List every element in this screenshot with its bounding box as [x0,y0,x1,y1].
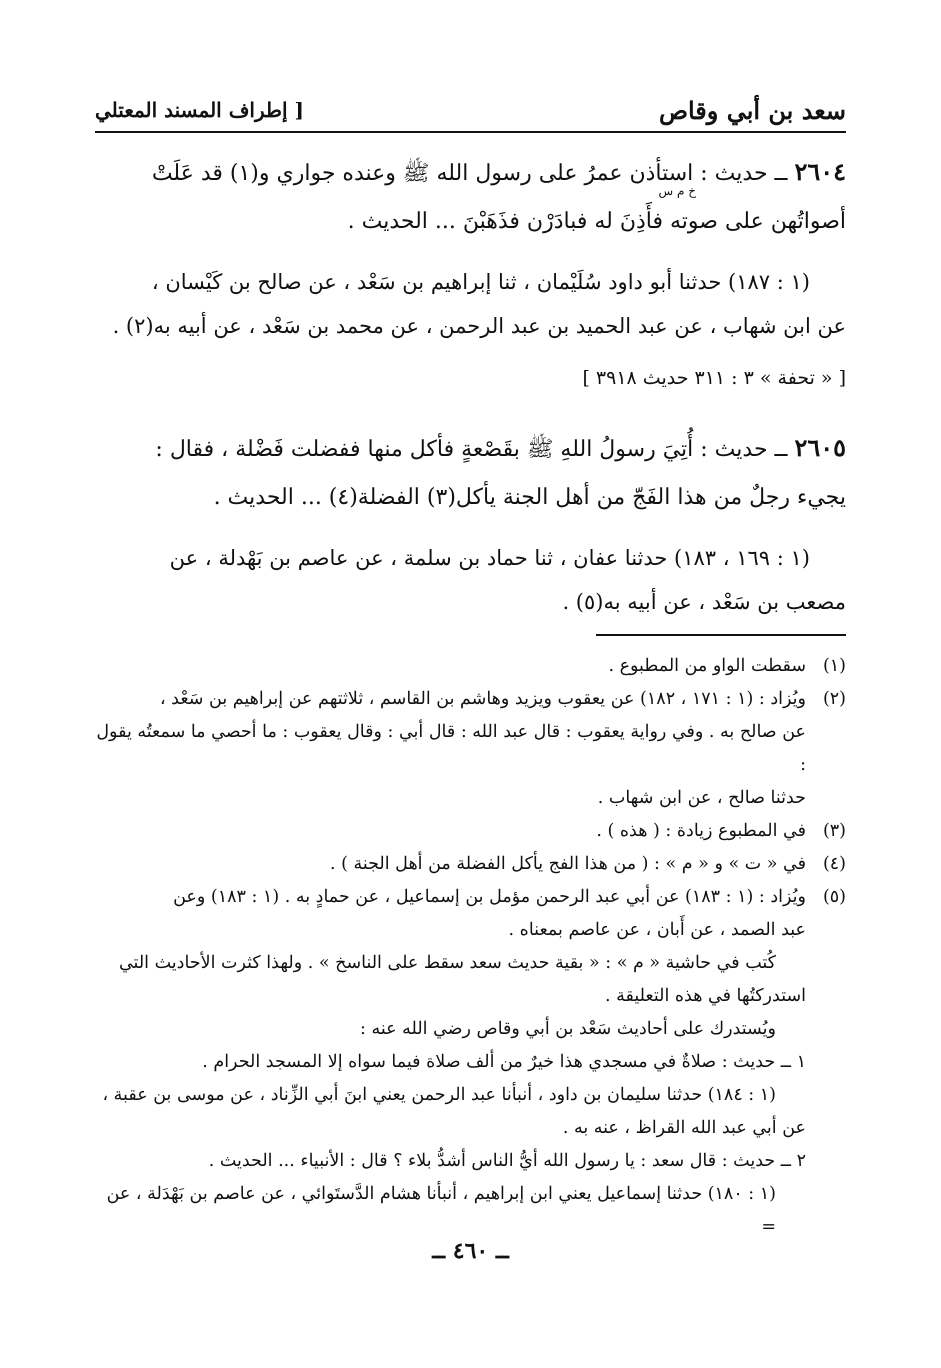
hadith-2605-line2: يجيء رجلٌ من هذا الفَجّ من أهل الجنة يأكل(٣) الفضلة(٤) ... الحديث . [213,485,846,510]
hadith-number: ٢٦٠٥ [794,433,846,462]
footnote-separator [596,634,846,636]
header-left-title: [ إطراف المسند المعتلي [95,98,304,122]
hadith-2605 [95,424,846,624]
hadith-2605-chain2: مصعب بن سَعْد ، عن أبيه به(٥) . [562,590,846,614]
footnotes [95,650,846,1244]
hadith-2604 [95,148,846,396]
footnote-5-cont: (١ : ١٨٤) حدثنا سليمان بن داود ، أنبأنا عبد الرحمن يعني ابنَ أبي الزِّناد ، عن موسى بن عقبة ، [102,1085,776,1105]
footnote-5-cont: عن أبي عبد الله القراظ ، عنه به . [562,1118,806,1138]
hadith-2605-chain1: (١ : ١٦٩ ، ١٨٣) حدثنا عفان ، ثنا حماد بن سلمة ، عن عاصم بن بَهْدلة ، عن [169,546,810,570]
footnote-5: (٥) ويُزاد : (١ : ١٨٣) عن أبي عبد الرحمن مؤمل بن إسماعيل ، عن حمادٍ به . (١ : ١٨٣) وعن [173,887,846,907]
page-header [95,90,846,130]
header-right-title: سعد بن أبي وقاص [658,95,846,125]
footnote-2: (٢) ويُزاد : (١ : ١٧١ ، ١٨٢) عن يعقوب ويزيد وهاشم بن القاسم ، ثلاثتهم عن إبراهيم بن سَعْد ، [159,689,846,709]
footnote-4: (٤) في « ت » و « م » : ( من هذا الفج يأكل الفضلة من أهل الجنة ) . [329,854,846,874]
footnote-5-cont: عبد الصمد ، عن أَبان ، عن عاصم بمعناه . [508,920,806,940]
header-rule [95,131,846,133]
hadith-2604-line2: أصواتُهن على صوته فأَذِنَ له فبادَرْن فذَهَبْنَ ... الحديث . [347,209,846,234]
hadith-2604-chain2: عن ابن شهاب ، عن عبد الحميد بن عبد الرحمن ، عن محمد بن سَعْد ، عن أبيه به(٢) . [112,314,846,338]
footnote-5-cont: ويُستدرك على أحاديث سَعْد بن أبي وقاص رضي الله عنه : [360,1019,776,1039]
hadith-2604-reference: [ « تحفة » ٣ : ٣١١ حديث ٣٩١٨ ] [582,367,846,389]
footnote-5-cont: استدركتُها في هذه التعليقة . [604,986,806,1006]
footnote-3: (٣) في المطبوع زيادة : ( هذه ) . [596,821,846,841]
hadith-2604-chain1: (١ : ١٨٧) حدثنا أبو داود سُلَيْمان ، ثنا إبراهيم بن سَعْد ، عن صالح بن كَيْسان ، [151,270,810,294]
footnote-5-cont: كُتب في حاشية « م » : « بقية حديث سعد سقط على الناسخ » . ولهذا كثرت الأحاديث التي [118,953,776,973]
hadith-2604-line1: ٢٦٠٤ ــ حديث : استأذن عمرُ على رسول الله ﷺ وعنده جواري و(١) قد عَلَتْ [151,157,846,186]
footnote-5-cont: ١ ــ حديث : صلاةٌ في مسجدي هذا خيرٌ من ألف صلاة فيما سواه إلا المسجد الحرام . [202,1052,806,1072]
footnote-5-cont: (١ : ١٨٠) حدثنا إسماعيل يعني ابن إبراهيم ، أنبأنا هشام الدَّستَوائي ، عن عاصم بن بَهْدَلة ، عن = [106,1184,776,1237]
grading-superscript: خ م س [658,184,696,198]
footnote-2-cont: عن صالح به . وفي رواية يعقوب : قال عبد الله : قال أبي : وقال يعقوب : ما أحصي ما سمعتُه يقول : [96,722,806,775]
footnote-5-cont: ٢ ــ حديث : قال سعد : يا رسول الله أيُّ الناس أشدُّ بلاء ؟ قال : الأنبياء ... الحديث . [208,1151,806,1171]
page-number: ــ ٤٦٠ ــ [432,1238,509,1264]
hadith-number: ٢٦٠٤ [794,157,846,186]
footnote-1: (١) سقطت الواو من المطبوع . [608,656,846,676]
hadith-2605-line1: ٢٦٠٥ ــ حديث : أُتِيَ رسولُ اللهِ ﷺ بقَصْعةٍ فأكل منها ففضلت فَضْلة ، فقال : [155,433,846,462]
footnote-2-cont: حدثنا صالح ، عن ابن شهاب . [597,788,806,808]
